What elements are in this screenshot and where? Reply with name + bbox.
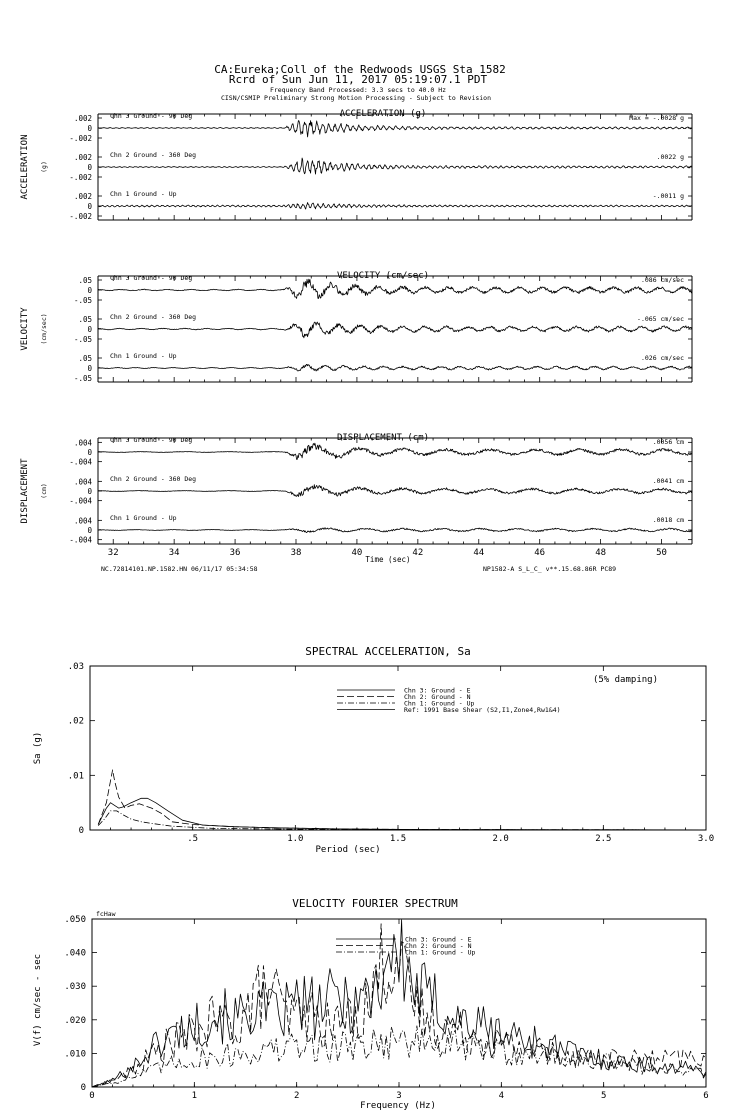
peak-value: -.065 cm/sec — [637, 315, 684, 323]
y-tick-label: -.004 — [69, 457, 92, 467]
y-tick-label: .01 — [67, 771, 84, 782]
sa-series-0 — [98, 798, 706, 830]
y-tick-label: .004 — [73, 477, 92, 487]
velocity-fourier-chart — [33, 897, 709, 1111]
y-tick-label: .030 — [64, 982, 86, 993]
trace-dis-chn-1 — [98, 528, 692, 533]
x-tick-label: 1.5 — [389, 834, 407, 844]
x-tick-label: 42 — [412, 548, 424, 558]
group-title: ACCELERATION (g) — [339, 109, 427, 119]
x-tick-label: 2 — [293, 1091, 300, 1101]
x-tick-label: 44 — [473, 548, 485, 558]
y-tick-label: .05 — [78, 315, 92, 324]
x-tick-label: 3.0 — [697, 834, 715, 844]
channel-label: Chn 3 Ground - 90 Deg — [110, 274, 193, 282]
y-tick-label: .010 — [64, 1049, 86, 1060]
x-tick-label: 6 — [703, 1091, 709, 1101]
y-tick-label: -.002 — [69, 173, 92, 182]
trace-vel-chn-1 — [98, 364, 692, 371]
peak-value: -.0011 g — [652, 192, 684, 200]
y-tick-label: .05 — [78, 354, 92, 363]
x-tick-label: 2.5 — [595, 834, 612, 844]
legend-label: Chn 1: Ground - Up — [404, 699, 475, 708]
x-axis-label: Period (sec) — [315, 845, 381, 855]
y-tick-label: -.002 — [69, 134, 92, 143]
y-tick-label: .002 — [73, 114, 92, 123]
legend-label: Ref: 1991 Base Shear (S2,I1,Zone4,Rw1&4) — [404, 706, 561, 714]
y-tick-label: -.05 — [73, 374, 92, 383]
y-tick-label: -.004 — [69, 496, 92, 506]
y-tick-label: 0 — [87, 202, 92, 211]
chart-title: SPECTRAL ACCELERATION, Sa — [305, 645, 471, 658]
chart-title: VELOCITY FOURIER SPECTRUM — [292, 897, 458, 910]
group-side-label: ACCELERATION — [20, 134, 30, 200]
time-history-plots — [20, 109, 692, 564]
vf-series-0 — [92, 920, 706, 1087]
station-title: CA:Eureka;Coll of the Redwoods USGS Sta 1582 — [214, 63, 506, 76]
y-tick-label: 0 — [87, 487, 92, 496]
y-tick-label: .050 — [64, 915, 86, 925]
x-tick-label: 1.0 — [287, 834, 304, 844]
peak-value: .0041 cm — [652, 477, 684, 485]
x-tick-label: 48 — [595, 548, 607, 558]
y-tick-label: .002 — [73, 192, 92, 201]
trace-dis-chn-3 — [98, 443, 692, 459]
plot-frame — [90, 666, 706, 830]
x-tick-label: 1 — [191, 1091, 198, 1101]
y-tick-label: .040 — [64, 948, 86, 959]
y-tick-label: 0 — [87, 286, 92, 295]
peak-value: Max = -.0028 g — [629, 114, 684, 122]
footer-record-id: NC.72814101.NP.1582.HN 06/11/17 05:34:58 — [101, 565, 258, 573]
y-tick-label: .020 — [64, 1015, 86, 1026]
y-tick-label: .05 — [78, 276, 92, 285]
peak-value: .0018 cm — [652, 516, 684, 524]
channel-label: Chn 1 Ground - Up — [110, 190, 177, 198]
trace-acc-chn-1 — [98, 203, 692, 210]
x-tick-label: 34 — [168, 548, 180, 558]
y-tick-label: -.05 — [73, 296, 92, 305]
channel-label: Chn 3 Ground - 90 Deg — [110, 112, 193, 120]
x-axis-label: Time (sec) — [365, 555, 411, 564]
legend-label: Chn 2: Ground - N — [404, 693, 471, 701]
processing-note: CISN/CSMIP Preliminary Strong Motion Processing - Subject to Revision — [220, 94, 492, 102]
y-tick-label: -.05 — [73, 335, 92, 344]
vf-series-2 — [92, 1026, 706, 1087]
record-time: Rcrd of Sun Jun 11, 2017 05:19:07.1 PDT — [228, 73, 488, 86]
y-tick-label: .004 — [73, 516, 92, 526]
x-tick-label: 4 — [498, 1091, 505, 1101]
y-tick-label: .004 — [73, 438, 92, 448]
group-side-label: DISPLACEMENT — [20, 458, 30, 524]
peak-value: .0022 g — [656, 153, 684, 161]
y-tick-label: .002 — [73, 153, 92, 162]
y-tick-label: -.002 — [69, 212, 92, 221]
y-axis-label: Sa (g) — [33, 731, 43, 765]
legend-label: Chn 3: Ground - E — [404, 686, 471, 695]
y-tick-label: .03 — [67, 662, 84, 672]
channel-label: Chn 2 Ground - 360 Deg — [110, 475, 197, 483]
y-tick-label: -.004 — [69, 535, 92, 545]
y-tick-label: 0 — [87, 325, 92, 334]
trace-group-dis — [20, 433, 692, 545]
y-axis-label: V(f) cm/sec - sec — [33, 953, 43, 1047]
x-tick-label: 40 — [351, 548, 363, 558]
x-tick-label: 2.0 — [492, 834, 509, 844]
sa-series-2 — [98, 811, 706, 830]
damping-note: (5% damping) — [592, 675, 658, 685]
y-tick-label: .02 — [67, 716, 84, 727]
x-tick-label: 3 — [396, 1091, 402, 1101]
trace-acc-chn-3 — [98, 121, 692, 137]
y-tick-label: 0 — [78, 826, 84, 836]
spectral-acceleration-chart — [33, 645, 714, 855]
x-axis-label: Frequency (Hz) — [360, 1101, 436, 1111]
x-tick-label: 38 — [290, 548, 302, 558]
trace-vel-chn-2 — [98, 322, 692, 338]
group-unit-label: (cm/sec) — [40, 313, 48, 345]
channel-label: Chn 3 Ground - 90 Deg — [110, 436, 193, 444]
band-processed: Frequency Band Processed: 3.3 secs to 40.0 Hz — [269, 86, 447, 94]
x-tick-label: 36 — [229, 548, 241, 558]
x-tick-label: 0 — [89, 1091, 95, 1101]
trace-group-vel — [20, 271, 692, 383]
y-tick-label: 0 — [87, 526, 92, 535]
channel-label: Chn 2 Ground - 360 Deg — [110, 313, 197, 321]
channel-label: Chn 1 Ground - Up — [110, 352, 177, 360]
group-title: DISPLACEMENT (cm) — [336, 433, 430, 443]
legend-label: Chn 1: Ground - Up — [405, 948, 476, 957]
channel-label: Chn 2 Ground - 360 Deg — [110, 151, 197, 159]
x-tick-label: 46 — [534, 548, 546, 558]
x-tick-label: 32 — [107, 548, 119, 558]
group-title: VELOCITY (cm/sec) — [336, 271, 430, 281]
group-side-label: VELOCITY — [20, 307, 30, 351]
legend-label: Chn 3: Ground - E — [405, 935, 472, 944]
peak-value: .0056 cm — [652, 438, 684, 446]
trace-dis-chn-2 — [98, 485, 692, 497]
y-tick-label: 0 — [87, 364, 92, 373]
y-tick-label: 0 — [80, 1083, 86, 1093]
vf-series-1 — [92, 924, 706, 1087]
trace-vel-chn-3 — [98, 279, 692, 298]
y-tick-label: 0 — [87, 448, 92, 457]
sa-series-1 — [98, 770, 706, 830]
footer-processing-id: NP1582-A S_L_C_ v**.15.68.86R PC89 — [483, 565, 617, 573]
x-tick-label: 5 — [600, 1091, 607, 1101]
trace-acc-chn-2 — [98, 158, 692, 174]
legend-label: Chn 2: Ground - N — [405, 942, 472, 950]
plot-frame — [92, 919, 706, 1087]
peak-value: .086 cm/sec — [640, 276, 684, 284]
channel-label: Chn 1 Ground - Up — [110, 514, 177, 522]
corner-tag: fcHaw — [96, 910, 116, 918]
x-tick-label: 50 — [656, 548, 667, 558]
peak-value: .026 cm/sec — [640, 354, 684, 362]
x-tick-label: .5 — [187, 834, 199, 844]
trace-group-acc — [20, 109, 692, 221]
y-tick-label: 0 — [87, 163, 92, 172]
y-tick-label: 0 — [87, 124, 92, 133]
group-unit-label: (cm) — [40, 483, 48, 499]
group-unit-label: (g) — [40, 161, 48, 173]
